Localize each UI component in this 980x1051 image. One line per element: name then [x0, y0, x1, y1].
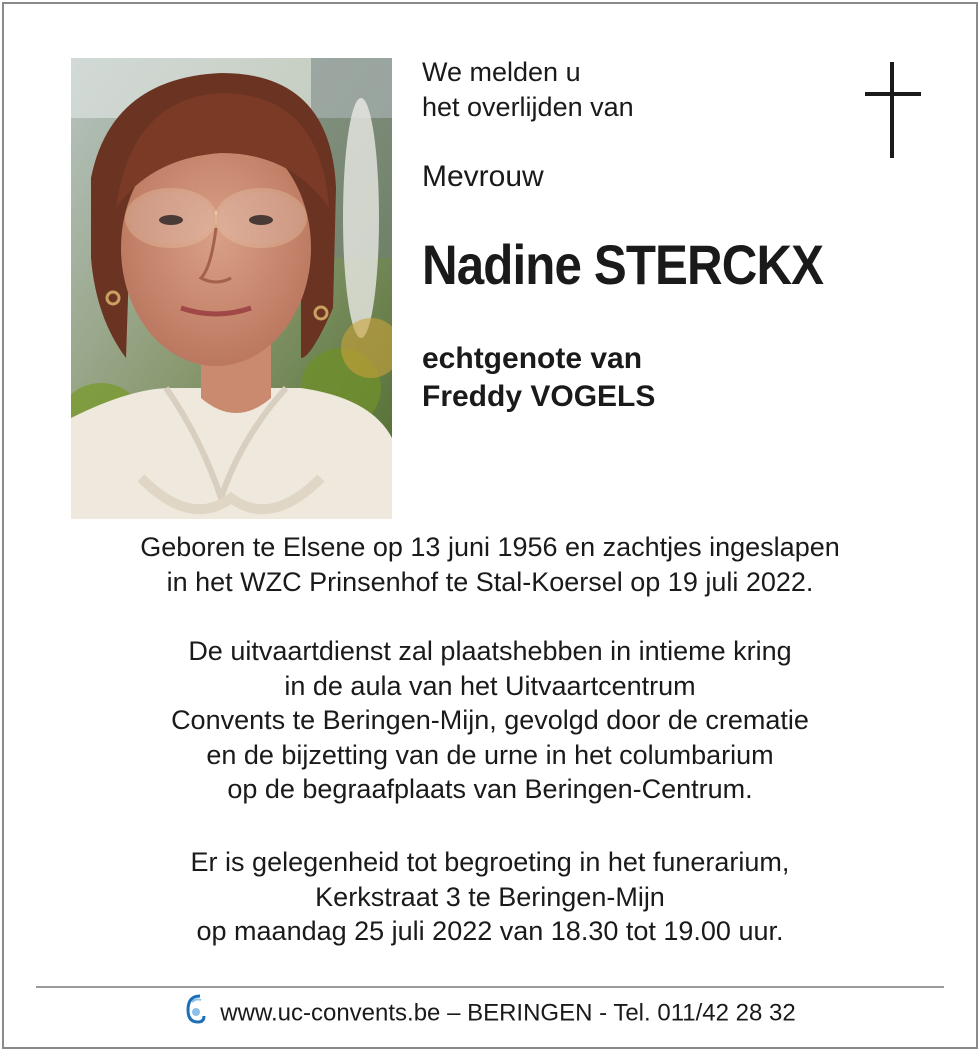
paragraph-line: De uitvaartdienst zal plaatshebben in intieme kring: [188, 636, 792, 666]
birth-death-paragraph: [0, 530, 980, 599]
paragraph-line: en de bijzetting van de urne in het columbarium: [206, 739, 774, 770]
funeral-paragraph: [0, 634, 980, 807]
portrait-photo: [71, 58, 392, 519]
paragraph-line: Er is gelegenheid tot begroeting in het funerarium,: [190, 847, 790, 877]
intro-line: het overlijden van: [422, 92, 634, 122]
convents-logo-icon: [184, 992, 206, 1036]
paragraph-line: Geboren te Elsene op 13 juni 1956 en zachtjes ingeslapen: [140, 532, 840, 562]
paragraph-line: Convents te Beringen-Mijn, gevolgd door de crematie: [171, 705, 809, 735]
deceased-name: Nadine STERCKX: [422, 233, 824, 296]
paragraph-line: in het WZC Prinsenhof te Stal-Koersel op 19 juli 2022.: [166, 566, 814, 597]
honorific: Mevrouw: [422, 160, 544, 193]
cross-icon: [864, 62, 922, 165]
footer-contact-text[interactable]: www.uc-convents.be – BERINGEN - Tel. 011/42 28 32: [220, 999, 796, 1027]
intro-line: We melden u: [422, 57, 581, 87]
intro-text: [422, 55, 634, 125]
paragraph-line: op maandag 25 juli 2022 van 18.30 tot 19.00 uur.: [196, 916, 784, 946]
footer-divider: [36, 986, 944, 988]
visitation-paragraph: [0, 845, 980, 949]
paragraph-line: in de aula van het Uitvaartcentrum: [284, 670, 696, 701]
paragraph-line: Kerkstraat 3 te Beringen-Mijn: [315, 881, 665, 912]
paragraph-line: op de begraafplaats van Beringen-Centrum.: [227, 774, 753, 804]
spouse-line: echtgenote van: [422, 342, 643, 375]
footer: [0, 992, 980, 1036]
spouse-line: Freddy VOGELS: [422, 380, 656, 413]
spouse-info: [422, 340, 655, 416]
